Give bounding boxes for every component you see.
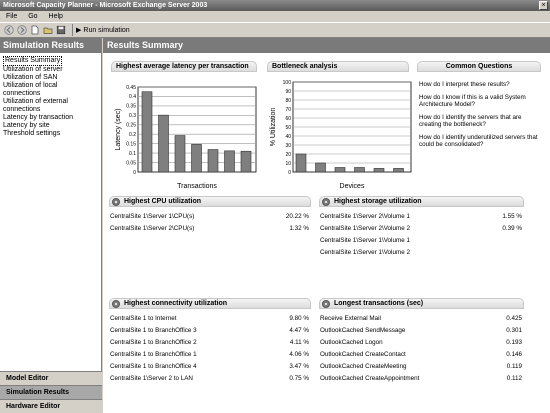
connectivity-row-value: 4.11 % [289, 339, 309, 346]
question-link[interactable]: How do I know if this is a valid System Architecture Model? [419, 94, 526, 108]
run-simulation-label: Run simulation [83, 26, 130, 34]
question-link[interactable]: How do I interpret these results? [419, 81, 510, 88]
connectivity-utilization-title: Highest connectivity utilization [124, 300, 228, 307]
transaction-row-value: 0.425 [506, 315, 522, 322]
storage-row-name: CentralSite 1\Server 2\Volume 1 [320, 213, 410, 220]
bar [192, 144, 202, 172]
connectivity-row-name: CentralSite 1\Server 2 to LAN [110, 375, 193, 382]
left-pane-header: Simulation Results [0, 38, 101, 53]
transaction-row-value: 0.193 [506, 339, 522, 346]
open-folder-icon[interactable] [43, 25, 53, 35]
connectivity-row [109, 313, 311, 325]
connectivity-row [109, 337, 311, 349]
storage-row [319, 235, 524, 247]
left-pane [0, 38, 102, 413]
connectivity-row-value: 9.80 % [289, 315, 309, 322]
y-tick-label: 70 [285, 106, 291, 113]
model-editor-button[interactable]: Model Editor [0, 371, 102, 385]
connectivity-utilization-list [109, 313, 311, 385]
nav-utilization-local-cont[interactable]: connections [3, 90, 41, 97]
save-icon[interactable] [56, 25, 66, 35]
bar [296, 154, 306, 172]
cpu-row-value: 20.22 % [285, 213, 309, 220]
title-bar [0, 0, 550, 11]
transaction-row [319, 313, 524, 325]
longest-transactions-section [319, 298, 524, 385]
nav-utilization-local[interactable]: Utilization of local [3, 82, 58, 89]
y-axis-label: Latency (sec) [115, 108, 122, 151]
transaction-row-value: 0.112 [506, 375, 522, 382]
nav-latency-site[interactable]: Latency by site [3, 122, 50, 129]
main-header: Results Summary [103, 38, 550, 53]
run-simulation-button[interactable] [76, 26, 130, 34]
latency-chart-svg [103, 74, 263, 189]
y-tick-label: 0.4 [129, 94, 136, 101]
transaction-row-name: OutlookCached Logon [320, 339, 383, 346]
y-tick-label: 0.15 [126, 141, 136, 148]
y-tick-label: 0.25 [126, 122, 136, 129]
question-link[interactable]: How do I identify underutilized servers that could be consolidated? [419, 134, 538, 148]
longest-transactions-title: Longest transactions (sec) [334, 300, 424, 307]
storage-utilization-header [319, 196, 524, 207]
y-tick-label: 10 [285, 160, 291, 167]
transaction-row [319, 337, 524, 349]
bar [225, 151, 235, 172]
storage-row-name: CentralSite 1\Server 2\Volume 2 [320, 225, 410, 232]
bottleneck-chart [261, 74, 413, 191]
cpu-utilization-section [109, 196, 311, 235]
nav-utilization-external[interactable]: Utilization of external [3, 98, 68, 105]
connectivity-utilization-header [109, 298, 311, 309]
menu-bar [0, 11, 550, 22]
nav-utilization-san[interactable]: Utilization of SAN [3, 74, 58, 81]
y-tick-label: 0.3 [129, 113, 136, 120]
window-title: Microsoft Capacity Planner - Microsoft Exchange Server 2003 [3, 2, 208, 9]
y-tick-label: 50 [285, 124, 291, 131]
question-link[interactable]: How do I identify the servers that are creating the bottleneck? [419, 114, 522, 128]
workspace-switcher [0, 371, 102, 413]
cpu-row [109, 211, 311, 223]
transaction-row [319, 373, 524, 385]
longest-transactions-list [319, 313, 524, 385]
transaction-row-name: Receive External Mail [320, 315, 381, 322]
connectivity-row-name: CentralSite 1 to BranchOffice 2 [110, 339, 197, 346]
y-tick-label: 0.45 [126, 84, 136, 91]
nav-utilization-external-cont[interactable]: connections [3, 106, 41, 113]
bar [208, 150, 218, 172]
bar [175, 136, 185, 172]
transaction-row-value: 0.301 [506, 327, 522, 334]
forward-icon[interactable] [17, 25, 27, 35]
bottleneck-panel-title: Bottleneck analysis [267, 61, 409, 72]
cpu-row-name: CentralSite 1\Server 2\CPU(s) [110, 225, 195, 232]
storage-icon [322, 198, 330, 206]
cpu-utilization-list [109, 211, 311, 235]
y-tick-label: 60 [285, 115, 291, 122]
connectivity-row-value: 0.75 % [289, 375, 309, 382]
transaction-row [319, 349, 524, 361]
connectivity-row [109, 325, 311, 337]
nav-results-summary[interactable]: Results Summary [5, 57, 61, 64]
bar [316, 163, 326, 172]
connectivity-row-value: 4.47 % [289, 327, 309, 334]
transaction-row-value: 0.146 [506, 351, 522, 358]
y-tick-label: 0 [288, 169, 291, 176]
menu-go[interactable]: Go [28, 13, 38, 20]
common-questions-title: Common Questions [417, 61, 541, 72]
y-axis-label: % Utilization [270, 107, 277, 147]
y-tick-label: 0.05 [126, 160, 136, 167]
cpu-utilization-header [109, 196, 311, 207]
transaction-row [319, 361, 524, 373]
y-tick-label: 0.1 [129, 150, 136, 157]
y-tick-label: 20 [285, 151, 291, 158]
y-tick-label: 90 [285, 88, 291, 95]
connectivity-row-name: CentralSite 1 to Internet [110, 315, 177, 322]
storage-utilization-list [319, 211, 524, 259]
storage-row-value: 0.39 % [502, 225, 522, 232]
cpu-utilization-title: Highest CPU utilization [124, 198, 201, 205]
transaction-row [319, 325, 524, 337]
connectivity-row [109, 361, 311, 373]
connectivity-row-name: CentralSite 1 to BranchOffice 3 [110, 327, 197, 334]
storage-utilization-section [319, 196, 524, 259]
connectivity-utilization-section [109, 298, 311, 385]
cpu-row-value: 1.32 % [289, 225, 309, 232]
storage-row [319, 211, 524, 223]
toolbar [0, 22, 550, 38]
storage-row [319, 247, 524, 259]
y-tick-label: 0.35 [126, 103, 136, 110]
connectivity-row-name: CentralSite 1 to BranchOffice 4 [110, 363, 197, 370]
storage-row [319, 223, 524, 235]
play-icon: ▶ [76, 27, 82, 34]
bar [335, 168, 345, 173]
new-document-icon[interactable] [30, 25, 40, 35]
y-tick-label: 40 [285, 133, 291, 140]
connectivity-row-name: CentralSite 1 to BranchOffice 1 [110, 351, 197, 358]
storage-utilization-title: Highest storage utilization [334, 198, 422, 205]
nav-utilization-server[interactable]: Utilization of server [3, 66, 63, 73]
bar [142, 92, 152, 172]
transaction-row-name: OutlookCached CreateAppointment [320, 375, 420, 382]
y-tick-label: 0 [133, 169, 136, 176]
longest-transactions-header [319, 298, 524, 309]
close-icon[interactable]: × [539, 1, 548, 10]
transaction-row-value: 0.119 [506, 363, 522, 370]
nav-latency-transaction[interactable]: Latency by transaction [3, 114, 74, 121]
back-icon[interactable] [4, 25, 14, 35]
x-axis-label: Transactions [177, 183, 217, 190]
cpu-row [109, 223, 311, 235]
bar [355, 168, 365, 173]
bar [394, 168, 404, 172]
latency-panel-title: Highest average latency per transaction [111, 61, 257, 72]
transaction-row-name: OutlookCached CreateMeeting [320, 363, 407, 370]
storage-row-name: CentralSite 1\Server 1\Volume 2 [320, 249, 410, 256]
latency-chart [103, 74, 263, 191]
connectivity-row [109, 349, 311, 361]
menu-file[interactable]: File [6, 13, 18, 20]
cpu-row-name: CentralSite 1\Server 1\CPU(s) [110, 213, 195, 220]
x-axis-label: Devices [339, 183, 365, 190]
storage-row-name: CentralSite 1\Server 1\Volume 1 [320, 237, 410, 244]
clock-icon [322, 300, 330, 308]
menu-help[interactable]: Help [48, 13, 63, 20]
y-tick-label: 0.2 [129, 132, 136, 139]
nav-threshold-settings[interactable]: Threshold settings [3, 130, 61, 137]
y-tick-label: 100 [282, 79, 291, 86]
y-tick-label: 80 [285, 97, 291, 104]
hardware-editor-button[interactable]: Hardware Editor [0, 399, 102, 413]
bar [159, 115, 169, 172]
transaction-row-name: OutlookCached CreateContact [320, 351, 406, 358]
results-nav [0, 53, 101, 138]
connectivity-row [109, 373, 311, 385]
bottleneck-chart-svg [261, 74, 413, 189]
simulation-results-button[interactable]: Simulation Results [0, 385, 102, 399]
bar [241, 151, 251, 172]
common-questions [417, 61, 541, 148]
cpu-icon [112, 198, 120, 206]
y-tick-label: 30 [285, 142, 291, 149]
storage-row-value: 1.55 % [502, 213, 522, 220]
toolbar-separator [72, 24, 73, 36]
transaction-row-name: OutlookCached SendMessage [320, 327, 406, 334]
connectivity-row-value: 4.06 % [289, 351, 309, 358]
connectivity-row-value: 3.47 % [289, 363, 309, 370]
bar [374, 168, 384, 172]
main-pane [103, 38, 550, 413]
connectivity-icon [112, 300, 120, 308]
